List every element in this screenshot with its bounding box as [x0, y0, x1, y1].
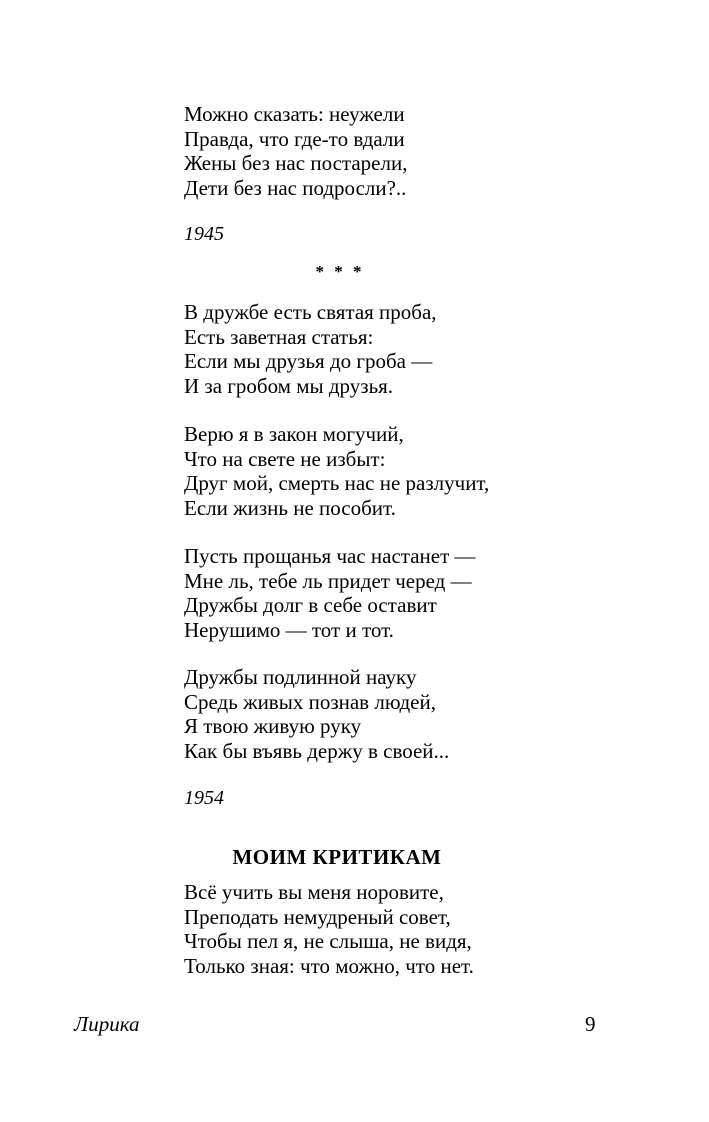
- poem-end-stanza: [184, 102, 407, 200]
- poem-line: Что на свете не избыт:: [184, 446, 386, 471]
- poem-line: Друг мой, смерть нас не разлучит,: [184, 471, 490, 495]
- poem-date: 1945: [184, 223, 224, 245]
- poem-title: МОИМ КРИТИКАМ: [232, 845, 442, 869]
- poem-line: Чтобы пел я, не слыша, не видя,: [184, 929, 472, 953]
- poem-stanza: [184, 300, 437, 398]
- poem-line: Дружбы долг в себе оставит: [184, 593, 437, 617]
- poem-line: Мне ль, тебе ль придет черед —: [184, 568, 472, 593]
- poem-line: В дружбе есть святая проба,: [184, 300, 437, 324]
- poem-line: Есть заветная статья:: [184, 324, 374, 349]
- poem-line: Преподать немудреный совет,: [184, 904, 451, 929]
- poem-line: Если мы друзья до гроба —: [184, 349, 433, 373]
- poem-line: Только зная: что можно, что нет.: [184, 953, 474, 978]
- poem-line: Жены без нас постарели,: [184, 151, 408, 175]
- poem-line: Верю я в закон могучий,: [184, 422, 404, 446]
- poem-stanza: [184, 544, 476, 642]
- poem-line: Средь живых познав людей,: [184, 689, 436, 714]
- poem-line: Можно сказать: неужели: [184, 102, 405, 126]
- poem-line: Пусть прощанья час настанет —: [184, 544, 476, 568]
- poem-stanza: [184, 665, 449, 763]
- poem-line: Всё учить вы меня норовите,: [184, 880, 444, 904]
- poem-line: Как бы въявь держу в своей...: [184, 738, 450, 763]
- running-footer-section: Лирика: [74, 1012, 140, 1036]
- section-separator: * * *: [315, 262, 365, 281]
- poem-line: И за гробом мы друзья.: [184, 373, 394, 398]
- poem-stanza: [184, 422, 489, 520]
- poem-line: Я твою живую руку: [184, 714, 362, 738]
- poem-line: Дружбы подлинной науку: [184, 665, 417, 689]
- poem-line: Если жизнь не пособит.: [184, 495, 396, 520]
- poem-line: Нерушимо — тот и тот.: [184, 617, 394, 642]
- poem-line: Дети без нас подросли?..: [184, 175, 407, 200]
- poem-stanza: [184, 880, 474, 978]
- page-number: 9: [585, 1012, 596, 1036]
- poem-date: 1954: [184, 787, 224, 809]
- poem-line: Правда, что где-то вдали: [184, 126, 405, 151]
